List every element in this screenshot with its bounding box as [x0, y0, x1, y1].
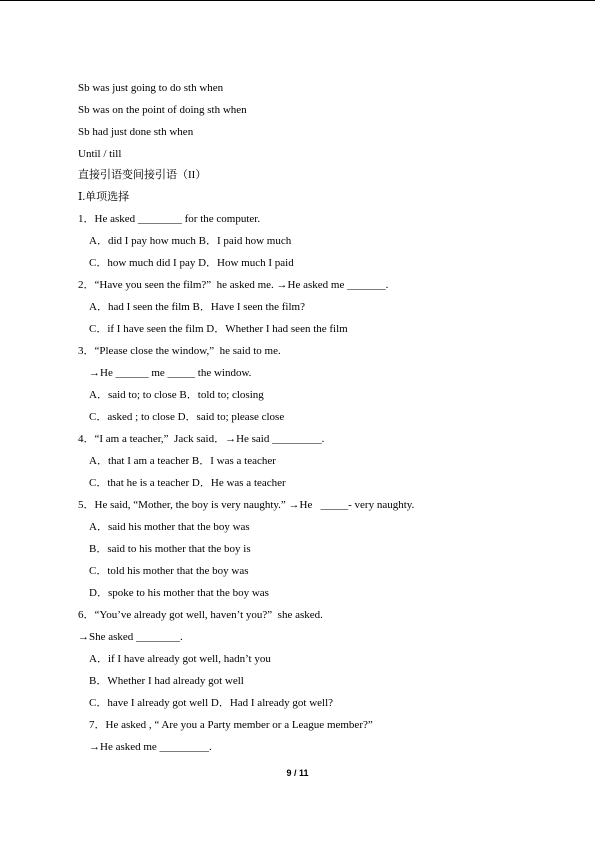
- question-6: 6．“You’ve already got well, haven’t you?” she asked.: [78, 609, 323, 621]
- question-5-option: A．said his mother that the boy was: [89, 521, 250, 533]
- question-4-option: C．that he is a teacher D．He was a teacher: [89, 477, 286, 489]
- question-3: 3．“Please close the window,” he said to me.: [78, 345, 281, 357]
- phrase-line-3: Sb had just done sth when: [78, 126, 194, 138]
- phrase-line-2: Sb was on the point of doing sth when: [78, 104, 247, 116]
- question-6-option: B．Whether I had already got well: [89, 675, 244, 687]
- phrase-line-1: Sb was just going to do sth when: [78, 82, 224, 94]
- question-5-option: B．said to his mother that the boy is: [89, 543, 251, 555]
- question-4: 4．“I am a teacher,” Jack said．→He said _________.: [78, 433, 325, 445]
- question-5-option: D．spoke to his mother that the boy was: [89, 587, 269, 599]
- question-1: 1．He asked ________ for the computer.: [78, 213, 261, 225]
- question-2-option: C．if I have seen the film D．Whether I had seen the film: [89, 323, 348, 335]
- question-3-option: A．said to; to close B．told to; closing: [89, 389, 264, 401]
- phrase-line-4: Until / till: [78, 148, 122, 160]
- question-7-stem: →He asked me _________.: [89, 741, 212, 753]
- question-2-option: A．had I seen the film B．Have I seen the film?: [89, 301, 305, 313]
- question-6-stem: →She asked ________.: [78, 631, 183, 643]
- question-3-option: C．asked ; to close D．said to; please close: [89, 411, 285, 423]
- question-6-option: C．have I already got well D．Had I already got well?: [89, 697, 334, 709]
- question-6-option: A．if I have already got well, hadn’t you: [89, 653, 271, 665]
- question-5: 5．He said, “Mother, the boy is very naughty.” →He _____- very naughty.: [78, 499, 415, 511]
- question-2: 2．“Have you seen the film?” he asked me. →He asked me _______.: [78, 279, 389, 291]
- question-1-option: C．how much did I pay D．How much I paid: [89, 257, 294, 269]
- question-4-option: A．that I am a teacher B．I was a teacher: [89, 455, 276, 467]
- question-3-stem: →He ______ me _____ the window.: [89, 367, 252, 379]
- question-5-option: C．told his mother that the boy was: [89, 565, 249, 577]
- question-7: 7．He asked , “ Are you a Party member or a League member?”: [89, 719, 373, 731]
- question-1-option: A．did I pay how much B．I paid how much: [89, 235, 292, 247]
- exercise-heading: Ⅰ.单项选择: [78, 191, 130, 203]
- section-title: 直接引语变间接引语（II）: [78, 169, 207, 181]
- page-number: 9 / 11: [286, 768, 309, 778]
